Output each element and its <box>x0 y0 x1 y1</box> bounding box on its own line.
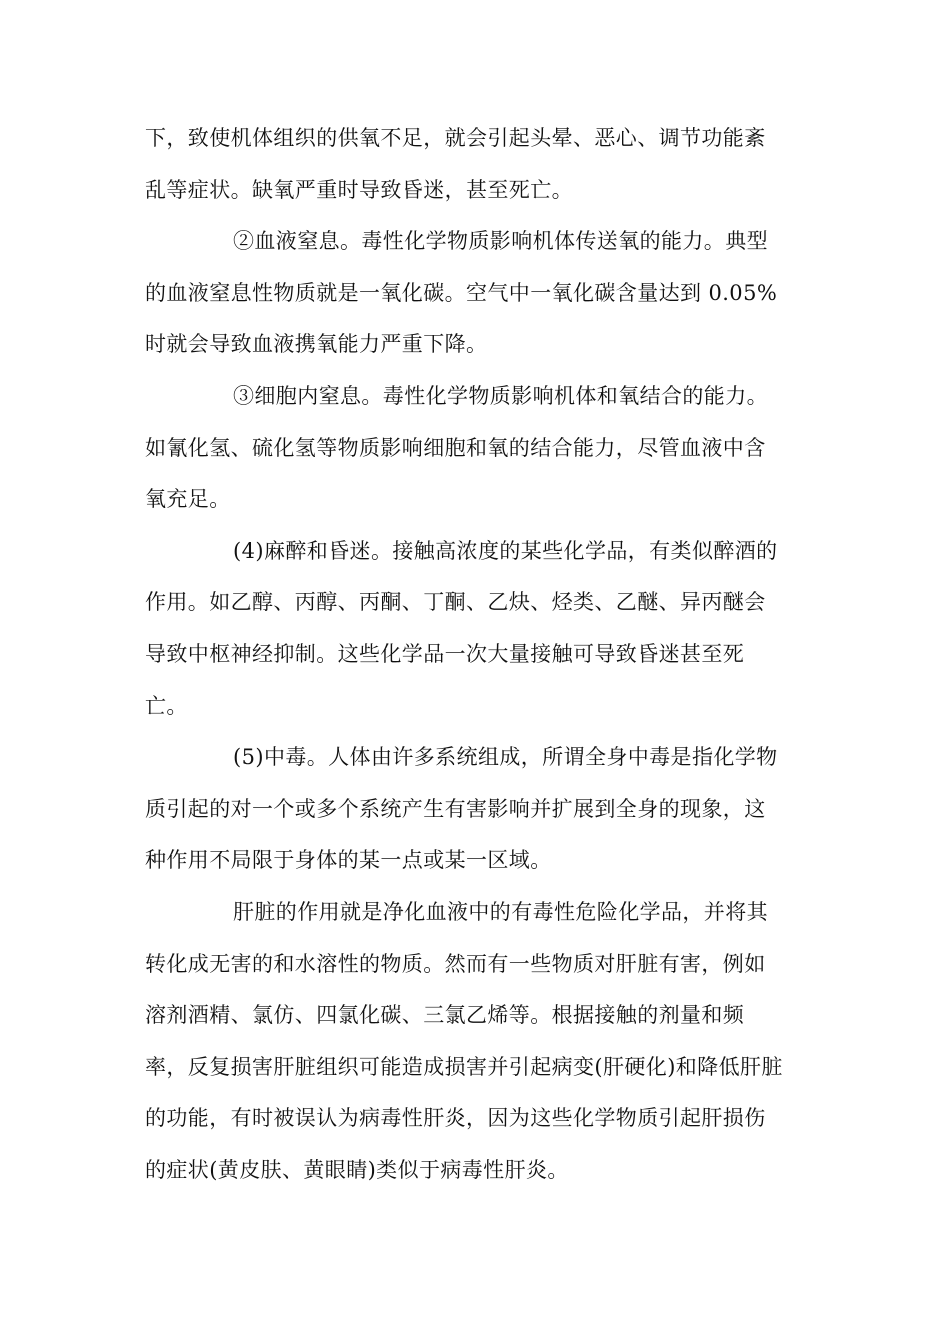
paragraph-liver <box>145 892 810 1202</box>
text-line: 的功能，有时被误认为病毒性肝炎，因为这些化学物质引起肝损伤 <box>145 1106 766 1131</box>
paragraph-cellular-asphyxia <box>145 376 810 531</box>
text-line: 如氰化氢、硫化氢等物质影响细胞和氧的结合能力，尽管血液中含 <box>145 435 766 460</box>
text-line: ②血液窒息。毒性化学物质影响机体传送氧的能力。典型 <box>233 229 768 254</box>
text-line: 的血液窒息性物质就是一氧化碳。空气中一氧化碳含量达到 0.05% <box>145 280 778 305</box>
paragraph-blood-asphyxia <box>145 221 810 376</box>
paragraph-continuation <box>145 118 810 221</box>
text-line: 下，致使机体组织的供氧不足，就会引起头晕、恶心、调节功能紊 <box>145 126 766 150</box>
text-line: 作用。如乙醇、丙醇、丙酮、丁酮、乙炔、烃类、乙醚、异丙醚会 <box>145 590 766 615</box>
text-line: ③细胞内窒息。毒性化学物质影响机体和氧结合的能力。 <box>233 383 768 408</box>
text-line: 氧充足。 <box>145 487 231 512</box>
text-line: 时就会导致血液携氧能力严重下降。 <box>145 332 488 357</box>
text-line: 率，反复损害肝脏组织可能造成损害并引起病变(肝硬化)和降低肝脏 <box>145 1054 783 1079</box>
text-line: 乱等症状。缺氧严重时导致昏迷，甚至死亡。 <box>145 177 573 202</box>
text-line: 溶剂酒精、氯仿、四氯化碳、三氯乙烯等。根据接触的剂量和频 <box>145 1003 745 1028</box>
paragraph-poisoning <box>145 737 810 892</box>
text-line: 转化成无害的和水溶性的物质。然而有一些物质对肝脏有害，例如 <box>145 951 766 976</box>
text-line: (4)麻醉和昏迷。接触高浓度的某些化学品，有类似醉酒的 <box>233 538 778 563</box>
text-line: (5)中毒。人体由许多系统组成，所谓全身中毒是指化学物 <box>233 745 778 770</box>
paragraph-anesthesia-coma <box>145 531 810 737</box>
text-line: 亡。 <box>145 693 188 718</box>
text-line: 的症状(黄皮肤、黄眼睛)类似于病毒性肝炎。 <box>145 1157 569 1182</box>
text-line: 种作用不局限于身体的某一点或某一区域。 <box>145 848 552 873</box>
text-line: 质引起的对一个或多个系统产生有害影响并扩展到全身的现象，这 <box>145 796 766 821</box>
document-body <box>145 118 810 1201</box>
text-line: 导致中枢神经抑制。这些化学品一次大量接触可导致昏迷甚至死 <box>145 641 745 666</box>
text-line: 肝脏的作用就是净化血液中的有毒性危险化学品，并将其 <box>233 899 768 924</box>
